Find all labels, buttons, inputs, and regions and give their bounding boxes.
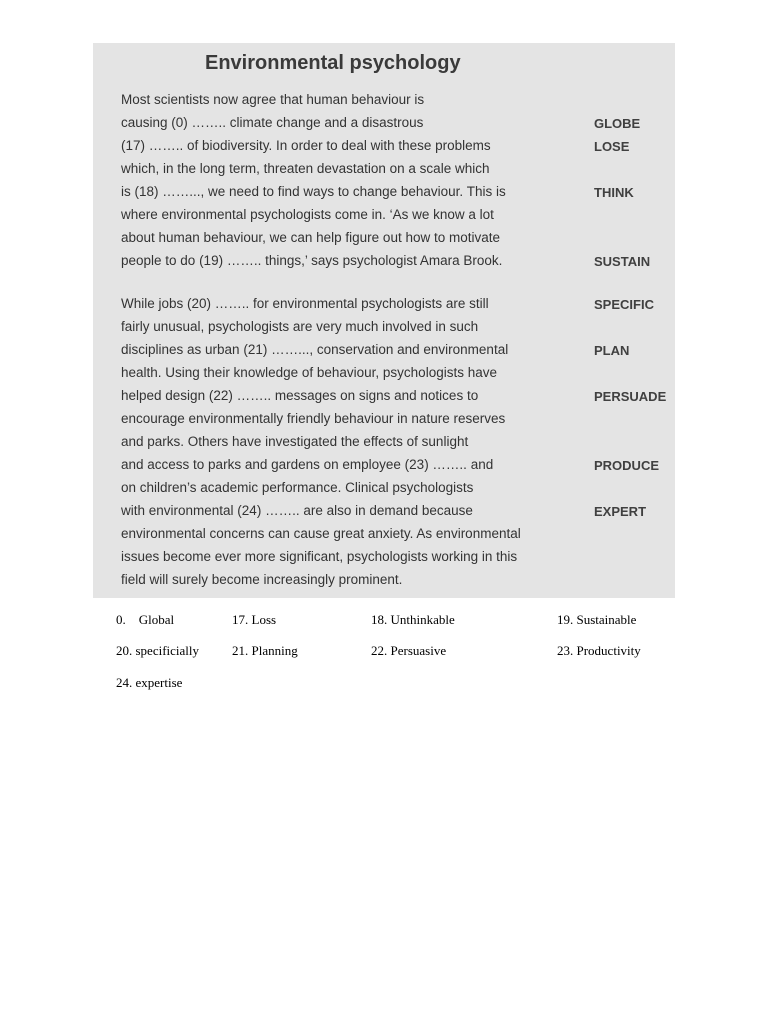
text-line: fairly unusual, psychologists are very much involved in such — [121, 319, 479, 334]
answer-24: 24. expertise — [116, 675, 183, 690]
text-line: on children’s academic performance. Clinical psychologists — [121, 480, 474, 495]
cue-word-globe: GLOBE — [594, 116, 641, 131]
cue-word-persuade: PERSUADE — [594, 389, 667, 404]
cue-word-expert: EXPERT — [594, 504, 647, 519]
text-line: (17) …….. of biodiversity. In order to deal with these problems — [121, 138, 491, 153]
text-line: issues become ever more significant, psychologists working in this — [121, 549, 518, 564]
answer-21: 21. Planning — [232, 643, 298, 658]
text-line: about human behaviour, we can help figure out how to motivate — [121, 230, 500, 245]
cue-word-specific: SPECIFIC — [594, 297, 654, 312]
text-line: disciplines as urban (21) ……..., conservation and environmental — [121, 342, 509, 357]
answer-20: 20. specificially — [116, 643, 200, 658]
text-line: Most scientists now agree that human behaviour is — [121, 92, 425, 107]
answer-0: 0. Global — [116, 612, 175, 627]
text-line: field will surely become increasingly prominent. — [121, 572, 403, 587]
text-line: environmental concerns can cause great anxiety. As environmental — [121, 526, 521, 541]
text-line: helped design (22) …….. messages on signs and notices to — [121, 388, 479, 403]
cue-word-lose: LOSE — [594, 139, 630, 154]
cue-word-sustain: SUSTAIN — [594, 254, 651, 269]
answer-23: 23. Productivity — [557, 643, 641, 658]
answer-18: 18. Unthinkable — [371, 612, 455, 627]
answer-17: 17. Loss — [232, 612, 277, 627]
text-line: While jobs (20) …….. for environmental psychologists are still — [121, 296, 489, 311]
text-line: with environmental (24) …….. are also in demand because — [121, 503, 473, 518]
answer-22: 22. Persuasive — [371, 643, 447, 658]
text-line: causing (0) …….. climate change and a disastrous — [121, 115, 424, 130]
exercise-title: Environmental psychology — [205, 52, 461, 74]
text-line: which, in the long term, threaten devastation on a scale which — [121, 161, 490, 176]
text-line: is (18) ……..., we need to find ways to change behaviour. This is — [121, 184, 506, 199]
cue-word-think: THINK — [594, 185, 634, 200]
cue-word-plan: PLAN — [594, 343, 630, 358]
text-line: encourage environmentally friendly behaviour in nature reserves — [121, 411, 506, 426]
text-line: health. Using their knowledge of behaviour, psychologists have — [121, 365, 497, 380]
cue-word-produce: PRODUCE — [594, 458, 660, 473]
scanned-exercise-image — [93, 43, 675, 598]
text-line: and parks. Others have investigated the effects of sunlight — [121, 434, 469, 449]
answer-19: 19. Sustainable — [557, 612, 637, 627]
text-line: where environmental psychologists come in. ‘As we know a lot — [121, 207, 494, 222]
text-line: and access to parks and gardens on employee (23) …….. and — [121, 457, 494, 472]
text-line: people to do (19) …….. things,’ says psychologist Amara Brook. — [121, 253, 503, 268]
